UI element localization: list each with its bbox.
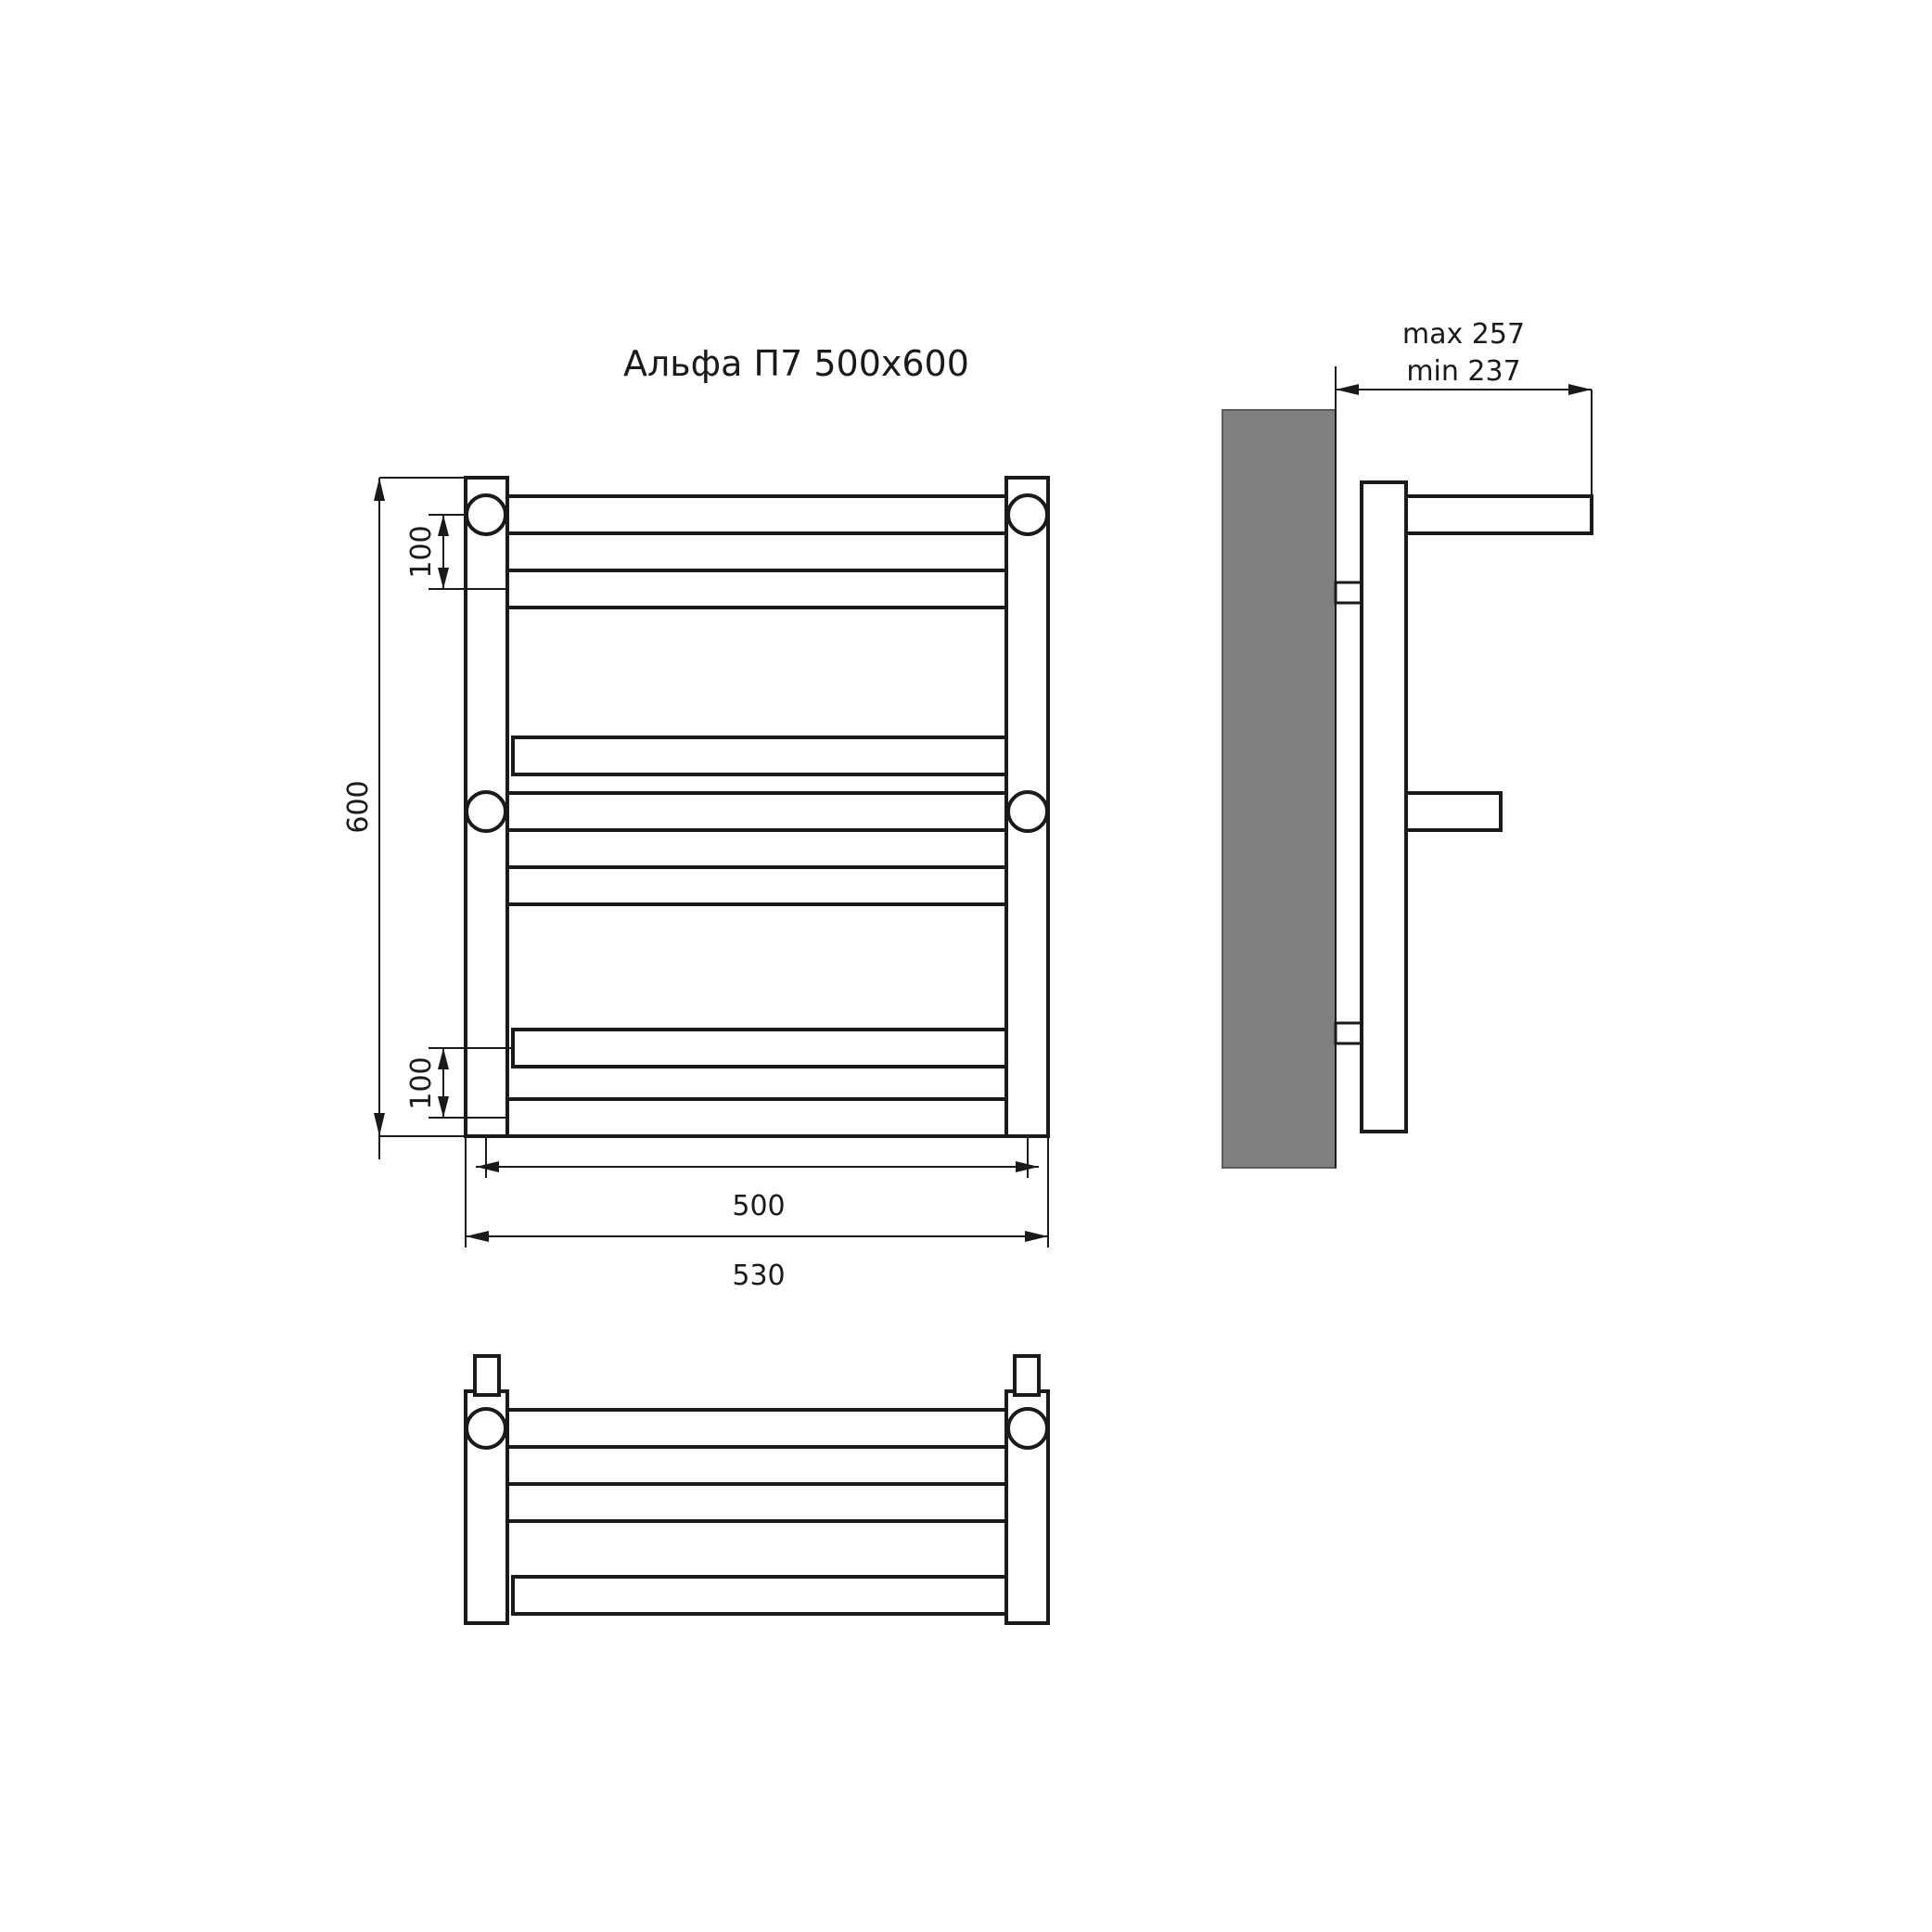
- side-arm-lower: [1406, 793, 1501, 830]
- rung-2: [505, 570, 1006, 608]
- mount-top-left: [467, 495, 505, 534]
- rung-1: [473, 496, 1034, 533]
- top-view-mount-right: [1008, 1409, 1047, 1448]
- side-post: [1362, 482, 1406, 1132]
- dimension-depth: [1336, 318, 1592, 496]
- top-view: [466, 1356, 1048, 1623]
- dim-label-530: 530: [732, 1260, 786, 1292]
- dimension-height-600: [342, 478, 466, 1136]
- rung-6: [513, 1030, 1006, 1067]
- dim-label-min-237: min 237: [1406, 355, 1521, 388]
- front-rungs: [473, 496, 1034, 1136]
- side-arm-upper: [1406, 496, 1592, 533]
- wall-block: [1222, 410, 1336, 1168]
- mount-mid-right: [1008, 792, 1047, 831]
- rung-3: [513, 737, 1006, 774]
- front-view: [342, 478, 1048, 1292]
- dim-label-top-100: 100: [405, 525, 438, 579]
- mount-mid-left: [467, 792, 505, 831]
- rung-7: [505, 1099, 1006, 1136]
- top-view-stub-left: [475, 1356, 499, 1395]
- top-view-mount-left: [467, 1409, 505, 1448]
- side-view: [1222, 318, 1592, 1168]
- top-view-stub-right: [1015, 1356, 1039, 1395]
- dimension-width-530: [466, 1231, 1048, 1292]
- page-title: Альфа П7 500x600: [623, 343, 969, 384]
- mount-top-right: [1008, 495, 1047, 534]
- top-view-rung-3: [513, 1577, 1006, 1614]
- rung-5: [505, 867, 1006, 904]
- rung-4: [473, 793, 1034, 830]
- dim-label-max-257: max 257: [1401, 318, 1526, 351]
- dim-label-500: 500: [732, 1190, 786, 1222]
- top-view-rung-1: [473, 1410, 1034, 1447]
- top-view-rung-2: [505, 1484, 1006, 1521]
- dim-label-600: 600: [342, 780, 375, 834]
- dim-label-bottom-100: 100: [405, 1056, 438, 1110]
- dimension-width-500: [476, 1161, 1039, 1222]
